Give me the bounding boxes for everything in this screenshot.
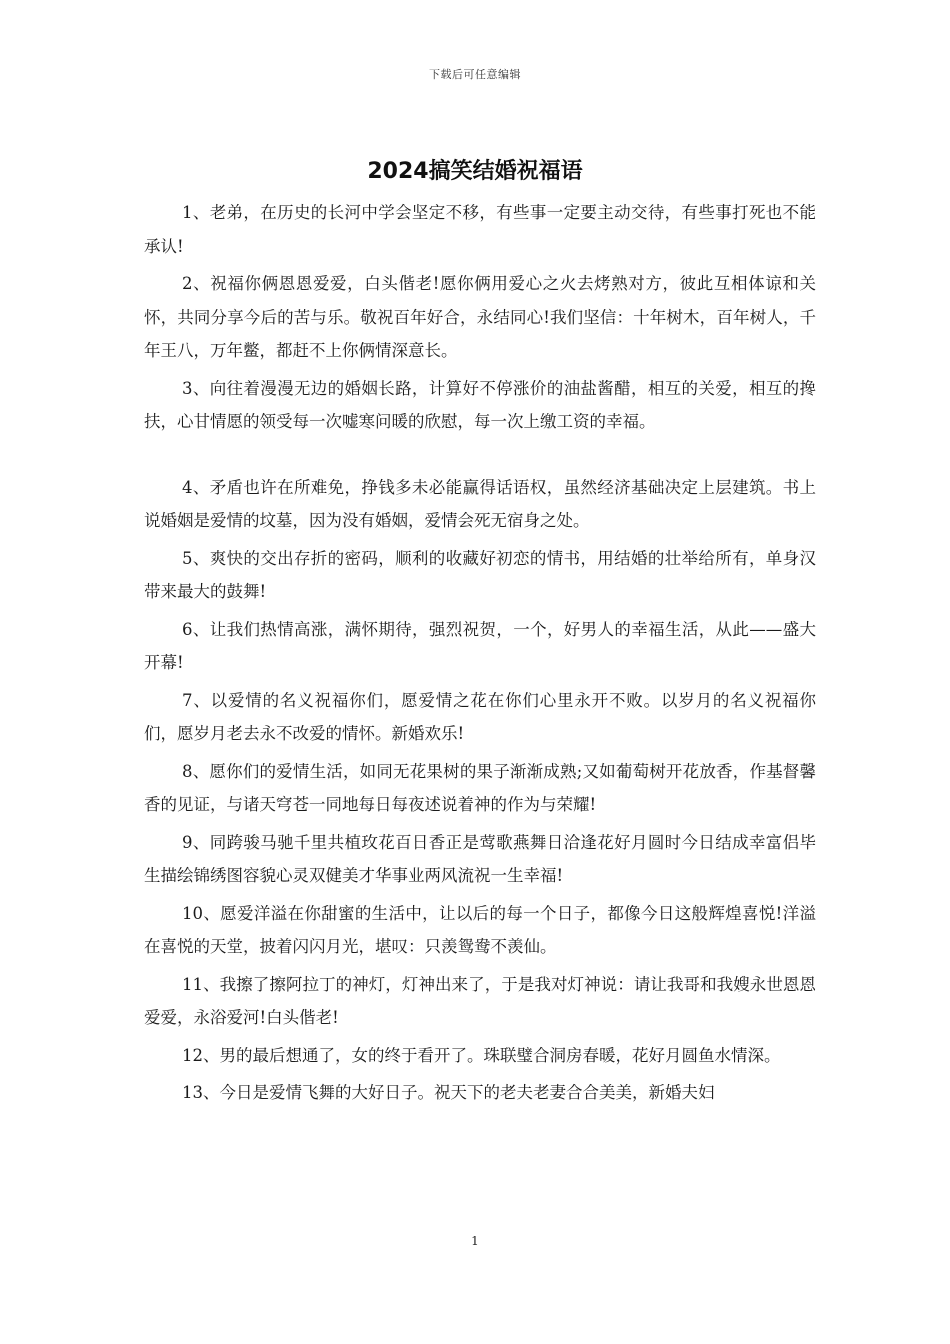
paragraph-11: 11、我擦了擦阿拉丁的神灯，灯神出来了，于是我对灯神说：请让我哥和我嫂永世恩恩爱爱，永浴爱河!白头偕老! [144, 974, 816, 1027]
paragraph-12: 12、男的最后想通了，女的终于看开了。珠联璧合洞房春暖，花好月圆鱼水情深。 [182, 1045, 781, 1065]
document-body [144, 196, 816, 1114]
paragraph-7: 7、以爱情的名义祝福你们，愿爱情之花在你们心里永开不败。以岁月的名义祝福你们，愿岁月老去永不改爱的情怀。新婚欢乐! [144, 690, 816, 743]
paragraph-4: 4、矛盾也许在所难免，挣钱多未必能赢得话语权，虽然经济基础决定上层建筑。书上说婚姻是爱情的坟墓，因为没有婚姻，爱情会死无宿身之处。 [144, 477, 816, 530]
paragraph-2: 2、祝福你俩恩恩爱爱，白头偕老!愿你俩用爱心之火去烤熟对方，彼此互相体谅和关怀，共同分享今后的苦与乐。敬祝百年好合，永结同心!我们坚信：十年树木，百年树人，千年王八，万年鳖，都赶不上你俩情深意长。 [144, 274, 816, 360]
page-number: 1 [471, 1234, 479, 1248]
page-header-note: 下载后可任意编辑 [429, 68, 521, 81]
paragraph-6: 6、让我们热情高涨，满怀期待，强烈祝贺，一个，好男人的幸福生活，从此——盛大开幕! [144, 619, 816, 672]
paragraph-13: 13、今日是爱情飞舞的大好日子。祝天下的老夫老妻合合美美，新婚夫妇 [182, 1083, 715, 1102]
paragraph-1: 1、老弟，在历史的长河中学会坚定不移，有些事一定要主动交待，有些事打死也不能承认! [144, 203, 816, 256]
paragraph-9: 9、同跨骏马驰千里共植玫花百日香正是莺歌燕舞日洽逢花好月圆时今日结成幸富侣毕生描绘锦绣图容貌心灵双健美才华事业两风流祝一生幸福! [144, 832, 816, 885]
paragraph-3: 3、向往着漫漫无边的婚姻长路，计算好不停涨价的油盐酱醋，相互的关爱，相互的搀扶，心甘情愿的领受每一次嘘寒问暖的欣慰，每一次上缴工资的幸福。 [144, 378, 816, 431]
paragraph-10: 10、愿爱洋溢在你甜蜜的生活中，让以后的每一个日子，都像今日这般辉煌喜悦!洋溢在喜悦的天堂，披着闪闪月光，堪叹：只羡鸳鸯不羡仙。 [144, 903, 816, 956]
paragraph-8: 8、愿你们的爱情生活，如同无花果树的果子渐渐成熟;又如葡萄树开花放香，作基督馨香的见证，与诸天穹苍一同地每日每夜述说着神的作为与荣耀! [144, 761, 816, 814]
paragraph-5: 5、爽快的交出存折的密码，顺利的收藏好初恋的情书，用结婚的壮举给所有，单身汉带来最大的鼓舞! [144, 548, 816, 601]
document-title: 2024搞笑结婚祝福语 [367, 159, 583, 184]
